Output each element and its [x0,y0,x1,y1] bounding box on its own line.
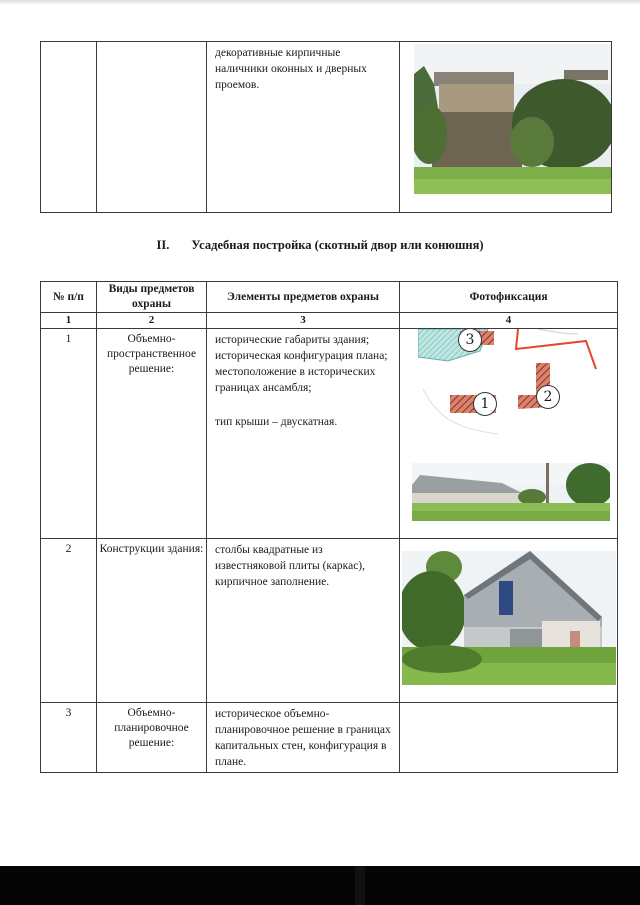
barn-photo [402,551,616,685]
manor-house-photo [414,44,612,194]
cell-num [41,42,97,213]
cell-kind [97,42,207,213]
row-photo [400,329,618,539]
table-row [41,329,618,539]
row-elements: столбы квадратные из известняковой плиты (каркас), кирпичное заполнение. [207,539,400,703]
row-num: 3 [41,703,97,773]
protection-table [40,281,618,773]
row-num: 2 [41,539,97,703]
row-kind: Объемно-планировочное решение: [97,703,207,773]
row-kind: Конструкции здания: [97,539,207,703]
farm-building-photo [412,463,610,521]
row-photo [400,539,618,703]
row-elements: исторические габариты здания; историческая конфигурация плана; местоположение в исторических границах ансамбля; тип крыши – двускатная. [207,329,400,539]
index-cell: 4 [400,313,618,329]
cell-photo [400,42,612,213]
table-row [41,539,618,703]
header-elements: Элементы предметов охраны [207,282,400,313]
index-cell: 3 [207,313,400,329]
row-num: 1 [41,329,97,539]
table-row [41,703,618,773]
header-num: № п/п [41,282,97,313]
index-row [41,313,618,329]
index-cell: 2 [97,313,207,329]
section-heading: II. Усадебная постройка (скотный двор или конюшня) [156,238,484,252]
scheme-label-3: 3 [458,329,482,353]
header-photo: Фотофиксация [400,282,618,313]
index-cell: 1 [41,313,97,329]
scan-top-edge [0,0,640,5]
continued-table [40,41,612,213]
site-plan-scheme [418,329,618,439]
scan-edge-gap [355,866,365,905]
header-row [41,282,618,313]
row-photo [400,703,618,773]
scheme-label-1: 1 [473,392,497,416]
scan-bottom-edge [0,866,640,905]
cell-elements: декоративные кирпичные наличники оконных и дверных проемов. [207,42,400,213]
scheme-label-2: 2 [536,385,560,409]
header-kinds: Виды предметов охраны [97,282,207,313]
row-kind: Объемно-пространственное решение: [97,329,207,539]
row-elements: историческое объемно-планировочное решение в границах капитальных стен, конфигурация в плане. [207,703,400,773]
